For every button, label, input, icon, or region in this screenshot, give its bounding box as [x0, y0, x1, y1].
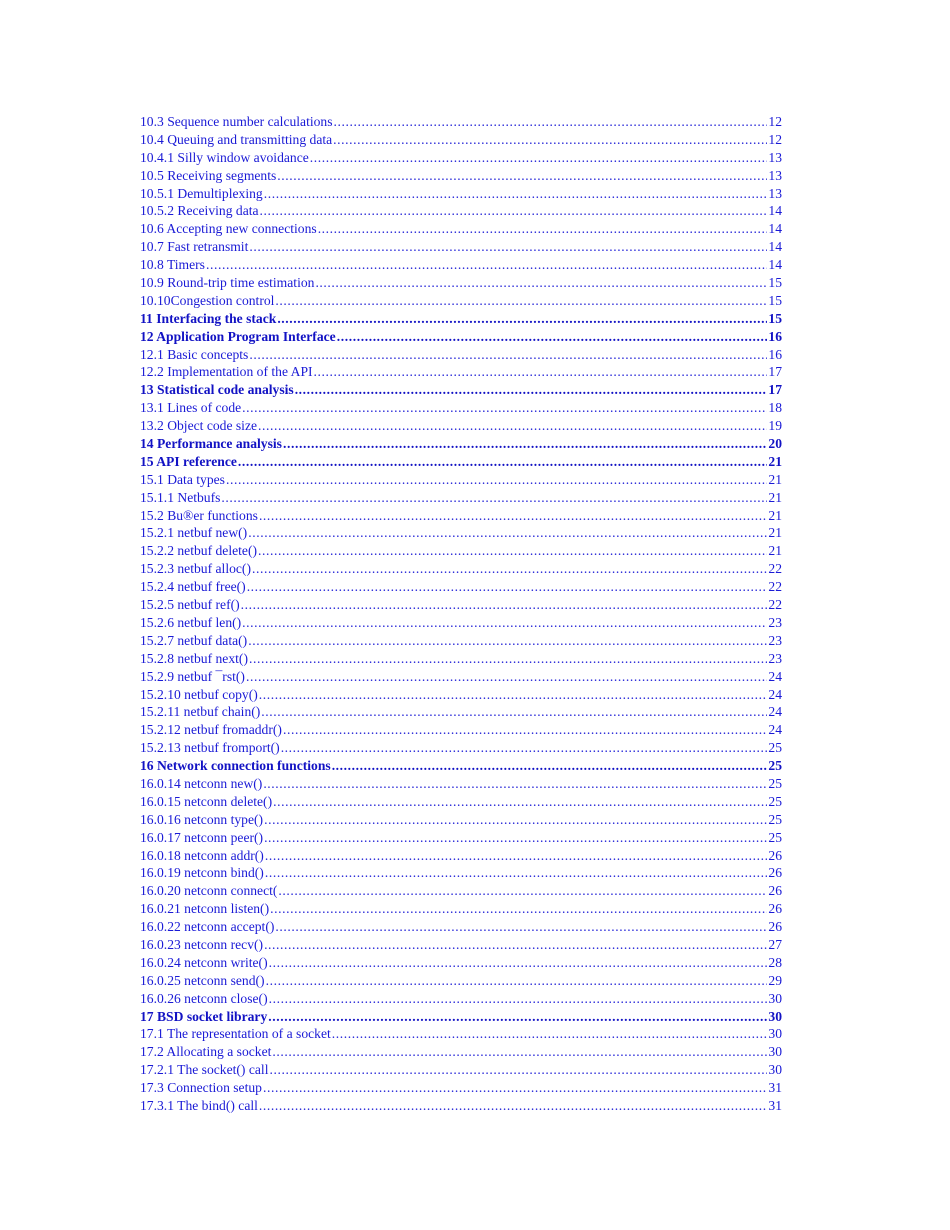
toc-entry-page-number: 14: [768, 203, 782, 219]
toc-dot-leader: [278, 882, 767, 900]
toc-entry[interactable]: [140, 256, 782, 274]
toc-dot-leader: [249, 346, 767, 364]
toc-entry-page-number: 24: [768, 686, 782, 702]
toc-dot-leader: [334, 113, 768, 131]
toc-entry-page-number: 22: [768, 561, 782, 577]
toc-dot-leader: [259, 1097, 767, 1115]
toc-entry[interactable]: [140, 435, 782, 453]
toc-entry-page-number: 15: [768, 310, 782, 326]
toc-entry-page-number: 29: [768, 972, 782, 988]
toc-entry[interactable]: [140, 793, 782, 811]
toc-entry[interactable]: [140, 238, 782, 256]
toc-entry-page-number: 30: [768, 1044, 782, 1060]
toc-entry[interactable]: [140, 328, 782, 346]
toc-entry[interactable]: [140, 346, 782, 364]
toc-entry[interactable]: [140, 1097, 782, 1115]
toc-entry[interactable]: [140, 560, 782, 578]
toc-entry-page-number: 24: [768, 722, 782, 738]
toc-entry[interactable]: [140, 918, 782, 936]
toc-entry[interactable]: [140, 686, 782, 704]
toc-entry[interactable]: [140, 703, 782, 721]
toc-entry-title: 10.4.1 Silly window avoidance: [140, 149, 309, 165]
toc-dot-leader: [272, 1043, 767, 1061]
toc-entry-page-number: 26: [768, 865, 782, 881]
toc-entry-page-number: 23: [768, 632, 782, 648]
toc-dot-leader: [258, 417, 767, 435]
toc-entry-page-number: 30: [768, 1026, 782, 1042]
toc-entry-title: 16.0.20 netconn connect(: [140, 883, 278, 899]
toc-entry[interactable]: [140, 632, 782, 650]
toc-entry-page-number: 15: [768, 275, 782, 291]
toc-entry[interactable]: [140, 972, 782, 990]
toc-dot-leader: [310, 149, 768, 167]
toc-entry[interactable]: [140, 453, 782, 471]
table-of-contents: [140, 113, 782, 1115]
toc-entry-page-number: 22: [768, 597, 782, 613]
toc-entry[interactable]: [140, 757, 782, 775]
toc-entry-page-number: 13: [768, 167, 782, 183]
toc-dot-leader: [260, 202, 768, 220]
toc-entry-title: 14 Performance analysis: [140, 436, 282, 452]
toc-entry-title: 16.0.17 netconn peer(): [140, 829, 264, 845]
toc-entry-title: 11 Interfacing the stack: [140, 310, 277, 326]
toc-entry-page-number: 12: [768, 131, 782, 147]
toc-entry-page-number: 21: [768, 471, 782, 487]
toc-entry-page-number: 17: [768, 364, 782, 380]
toc-entry-title: 15.2.10 netbuf copy(): [140, 686, 258, 702]
toc-entry-page-number: 25: [768, 758, 782, 774]
toc-entry-title: 10.3 Sequence number calculations: [140, 114, 333, 129]
toc-entry[interactable]: [140, 775, 782, 793]
toc-dot-leader: [247, 578, 768, 596]
toc-dot-leader: [264, 829, 767, 847]
toc-entry-title: 16.0.14 netconn new(): [140, 775, 263, 791]
toc-entry-page-number: 16: [768, 328, 782, 344]
toc-dot-leader: [264, 185, 768, 203]
toc-entry-title: 15.2.9 netbuf ¯rst(): [140, 668, 245, 684]
toc-entry-page-number: 26: [768, 883, 782, 899]
toc-entry[interactable]: [140, 864, 782, 882]
toc-entry-title: 15.2.2 netbuf delete(): [140, 543, 258, 559]
toc-entry-page-number: 31: [768, 1080, 782, 1096]
toc-entry[interactable]: [140, 167, 782, 185]
toc-entry[interactable]: [140, 399, 782, 417]
toc-dot-leader: [265, 847, 768, 865]
toc-entry-title: 16 Network connection functions: [140, 758, 331, 774]
toc-dot-leader: [315, 274, 767, 292]
toc-entry-title: 15.2.12 netbuf fromaddr(): [140, 722, 282, 738]
toc-entry[interactable]: [140, 524, 782, 542]
toc-entry-page-number: 30: [768, 1062, 782, 1078]
toc-entry[interactable]: [140, 811, 782, 829]
toc-entry-title: 15.2.1 netbuf new(): [140, 525, 248, 541]
toc-entry-title: 15.2.4 netbuf free(): [140, 579, 246, 595]
toc-entry[interactable]: [140, 202, 782, 220]
toc-dot-leader: [241, 596, 768, 614]
toc-entry-page-number: 22: [768, 579, 782, 595]
toc-dot-leader: [275, 918, 767, 936]
toc-entry-title: 10.4 Queuing and transmitting data: [140, 131, 333, 147]
toc-entry[interactable]: [140, 417, 782, 435]
toc-dot-leader: [248, 524, 767, 542]
toc-entry-page-number: 17: [768, 382, 782, 398]
toc-entry-title: 12.1 Basic concepts: [140, 346, 249, 362]
toc-entry[interactable]: [140, 990, 782, 1008]
toc-dot-leader: [238, 453, 768, 471]
toc-entry-title: 17.2 Allocating a socket: [140, 1044, 272, 1060]
toc-dot-leader: [264, 936, 767, 954]
toc-entry[interactable]: [140, 954, 782, 972]
toc-dot-leader: [277, 167, 767, 185]
toc-entry-title: 15.2.6 netbuf len(): [140, 614, 242, 630]
toc-dot-leader: [206, 256, 767, 274]
toc-entry-title: 16.0.26 netconn close(): [140, 990, 268, 1006]
toc-entry-title: 15.1 Data types: [140, 471, 225, 487]
toc-entry[interactable]: [140, 1025, 782, 1043]
toc-dot-leader: [333, 131, 767, 149]
toc-entry[interactable]: [140, 292, 782, 310]
toc-entry-title: 15 API reference: [140, 453, 237, 469]
toc-entry[interactable]: [140, 882, 782, 900]
toc-dot-leader: [266, 972, 768, 990]
toc-entry[interactable]: [140, 1043, 782, 1061]
toc-entry-title: 17.2.1 The socket() call: [140, 1062, 269, 1078]
toc-entry-title: 15.1.1 Netbufs: [140, 489, 221, 505]
toc-dot-leader: [332, 757, 768, 775]
toc-entry[interactable]: [140, 489, 782, 507]
toc-entry-page-number: 30: [768, 990, 782, 1006]
toc-entry-title: 16.0.18 netconn addr(): [140, 847, 264, 863]
toc-entry[interactable]: [140, 1008, 782, 1026]
toc-dot-leader: [275, 292, 767, 310]
toc-entry-page-number: 13: [768, 149, 782, 165]
toc-entry-page-number: 25: [768, 740, 782, 756]
toc-entry[interactable]: [140, 1079, 782, 1097]
toc-entry-title: 10.8 Timers: [140, 257, 205, 273]
toc-entry-page-number: 24: [768, 704, 782, 720]
toc-entry[interactable]: [140, 596, 782, 614]
toc-dot-leader: [259, 507, 767, 525]
toc-entry[interactable]: [140, 668, 782, 686]
toc-entry-title: 16.0.23 netconn recv(): [140, 936, 264, 952]
toc-entry-title: 17.3 Connection setup: [140, 1080, 262, 1096]
toc-dot-leader: [283, 721, 767, 739]
toc-entry-page-number: 23: [768, 650, 782, 666]
toc-entry-page-number: 21: [768, 453, 782, 469]
toc-entry-page-number: 14: [768, 221, 782, 237]
toc-entry-title: 15.2.3 netbuf alloc(): [140, 561, 251, 577]
toc-dot-leader: [226, 471, 767, 489]
toc-entry-page-number: 25: [768, 775, 782, 791]
toc-entry-title: 15.2.7 netbuf data(): [140, 632, 248, 648]
toc-dot-leader: [268, 1008, 767, 1026]
toc-entry-title: 16.0.19 netconn bind(): [140, 865, 264, 881]
toc-dot-leader: [249, 650, 767, 668]
toc-dot-leader: [252, 560, 767, 578]
toc-entry[interactable]: [140, 829, 782, 847]
toc-entry[interactable]: [140, 847, 782, 865]
toc-dot-leader: [263, 775, 767, 793]
toc-dot-leader: [314, 363, 768, 381]
toc-entry-page-number: 16: [768, 346, 782, 362]
toc-entry-title: 13.2 Object code size: [140, 418, 258, 434]
toc-entry-title: 10.5.2 Receiving data: [140, 203, 259, 219]
toc-entry-page-number: 14: [768, 257, 782, 273]
toc-entry[interactable]: [140, 542, 782, 560]
toc-entry-title: 15.2.11 netbuf chain(): [140, 704, 261, 720]
toc-entry-page-number: 31: [768, 1097, 782, 1113]
toc-dot-leader: [295, 381, 768, 399]
toc-entry-title: 10.9 Round-trip time estimation: [140, 275, 315, 291]
toc-entry-page-number: 23: [768, 614, 782, 630]
toc-entry-page-number: 12: [768, 114, 782, 129]
toc-dot-leader: [337, 328, 768, 346]
toc-entry[interactable]: [140, 614, 782, 632]
toc-dot-leader: [270, 900, 767, 918]
toc-entry[interactable]: [140, 471, 782, 489]
toc-entry-title: 16.0.21 netconn listen(): [140, 901, 270, 917]
toc-dot-leader: [273, 793, 767, 811]
toc-entry-title: 15.2.8 netbuf next(): [140, 650, 248, 666]
toc-entry-page-number: 25: [768, 793, 782, 809]
toc-entry-page-number: 21: [768, 543, 782, 559]
toc-entry-page-number: 18: [768, 400, 782, 416]
toc-entry[interactable]: [140, 131, 782, 149]
toc-entry-title: 16.0.16 netconn type(): [140, 811, 264, 827]
toc-entry[interactable]: [140, 113, 782, 131]
toc-dot-leader: [258, 542, 767, 560]
toc-entry[interactable]: [140, 507, 782, 525]
toc-dot-leader: [332, 1025, 768, 1043]
toc-entry[interactable]: [140, 1061, 782, 1079]
toc-dot-leader: [263, 1079, 767, 1097]
toc-dot-leader: [283, 435, 767, 453]
toc-entry-title: 17.1 The representation of a socket: [140, 1026, 331, 1042]
toc-entry-title: 10.10Congestion control: [140, 292, 275, 308]
toc-dot-leader: [242, 614, 767, 632]
toc-entry[interactable]: [140, 149, 782, 167]
toc-dot-leader: [264, 811, 767, 829]
toc-entry-page-number: 26: [768, 901, 782, 917]
toc-entry[interactable]: [140, 936, 782, 954]
toc-entry-page-number: 30: [768, 1008, 782, 1024]
toc-entry[interactable]: [140, 363, 782, 381]
toc-entry-page-number: 19: [768, 418, 782, 434]
toc-entry[interactable]: [140, 310, 782, 328]
toc-entry[interactable]: [140, 900, 782, 918]
toc-dot-leader: [259, 686, 768, 704]
toc-dot-leader: [249, 238, 767, 256]
toc-dot-leader: [248, 632, 767, 650]
toc-entry-title: 17 BSD socket library: [140, 1008, 268, 1024]
toc-dot-leader: [242, 399, 767, 417]
toc-entry-title: 15.2 Bu®er functions: [140, 507, 258, 523]
toc-entry-title: 16.0.22 netconn accept(): [140, 919, 275, 935]
toc-dot-leader: [281, 739, 768, 757]
toc-entry-page-number: 24: [768, 668, 782, 684]
toc-entry-page-number: 27: [768, 936, 782, 952]
toc-entry-title: 10.5.1 Demultiplexing: [140, 185, 263, 201]
toc-entry-page-number: 20: [768, 436, 782, 452]
toc-entry-title: 12 Application Program Interface: [140, 328, 336, 344]
toc-entry[interactable]: [140, 721, 782, 739]
toc-entry-page-number: 21: [768, 489, 782, 505]
toc-entry-title: 13.1 Lines of code: [140, 400, 242, 416]
toc-entry-title: 16.0.25 netconn send(): [140, 972, 265, 988]
toc-dot-leader: [277, 310, 767, 328]
toc-entry-title: 16.0.24 netconn write(): [140, 954, 268, 970]
toc-dot-leader: [269, 1061, 767, 1079]
toc-entry[interactable]: [140, 220, 782, 238]
toc-entry-page-number: 13: [768, 185, 782, 201]
toc-entry-title: 16.0.15 netconn delete(): [140, 793, 273, 809]
toc-entry-title: 10.5 Receiving segments: [140, 167, 277, 183]
toc-dot-leader: [261, 703, 767, 721]
toc-entry[interactable]: [140, 650, 782, 668]
toc-dot-leader: [246, 668, 767, 686]
toc-entry-page-number: 26: [768, 847, 782, 863]
toc-entry[interactable]: [140, 185, 782, 203]
toc-entry-title: 15.2.5 netbuf ref(): [140, 597, 240, 613]
toc-entry[interactable]: [140, 739, 782, 757]
toc-dot-leader: [265, 864, 768, 882]
toc-entry-title: 15.2.13 netbuf fromport(): [140, 740, 280, 756]
toc-entry-page-number: 25: [768, 811, 782, 827]
toc-dot-leader: [269, 954, 768, 972]
toc-entry-title: 13 Statistical code analysis: [140, 382, 294, 398]
toc-entry-page-number: 21: [768, 507, 782, 523]
toc-dot-leader: [318, 220, 768, 238]
toc-entry[interactable]: [140, 578, 782, 596]
toc-entry-page-number: 26: [768, 919, 782, 935]
toc-entry-title: 17.3.1 The bind() call: [140, 1097, 258, 1113]
toc-entry-title: 10.6 Accepting new connections: [140, 221, 317, 237]
toc-entry[interactable]: [140, 381, 782, 399]
toc-entry[interactable]: [140, 274, 782, 292]
toc-entry-page-number: 25: [768, 829, 782, 845]
toc-entry-title: 10.7 Fast retransmit: [140, 239, 249, 255]
toc-dot-leader: [221, 489, 767, 507]
toc-entry-page-number: 21: [768, 525, 782, 541]
toc-entry-title: 12.2 Implementation of the API: [140, 364, 313, 380]
toc-dot-leader: [269, 990, 768, 1008]
toc-entry-page-number: 15: [768, 292, 782, 308]
toc-entry-page-number: 14: [768, 239, 782, 255]
toc-entry-page-number: 28: [768, 954, 782, 970]
